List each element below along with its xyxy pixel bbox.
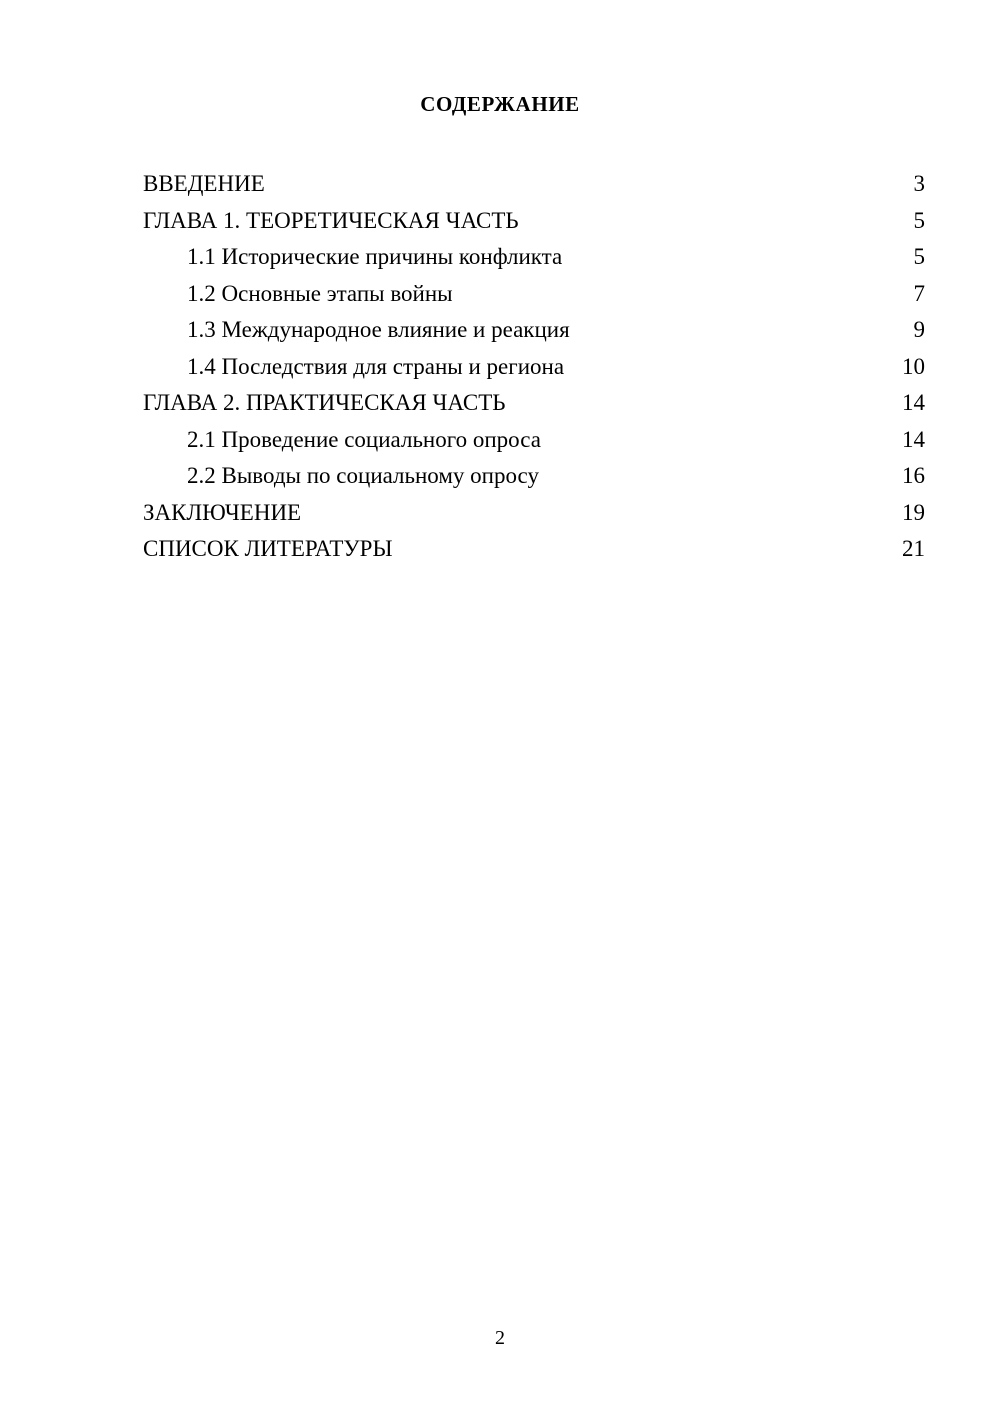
toc-entry[interactable] [143,203,925,240]
toc-entry-label: ГЛАВА 2. ПРАКТИЧЕСКАЯ ЧАСТЬ [143,390,506,415]
toc-entry-page-number: 14 [902,390,925,415]
toc-entry-label: 2.2 Выводы по социальному опросу [187,463,539,488]
toc-entry-page-number: 16 [902,463,925,488]
toc-entry-page-number: 3 [913,171,925,196]
toc-entry-page-number: 9 [913,317,925,342]
toc-entry-label: 1.2 Основные этапы войны [187,280,453,306]
toc-entry[interactable] [143,422,925,459]
toc-entry-page-number: 14 [902,426,925,452]
toc-entry[interactable] [143,239,925,276]
toc-entry-label: ЗАКЛЮЧЕНИЕ [143,499,302,525]
toc-entry[interactable] [143,385,925,422]
toc-entry-page-number: 5 [913,244,925,269]
toc-entry-page-number: 10 [902,353,925,379]
toc-entry-label: ГЛАВА 1. ТЕОРЕТИЧЕСКАЯ ЧАСТЬ [143,207,519,233]
toc-entry-page-number: 5 [913,207,925,233]
toc-entry-page-number: 7 [913,280,925,306]
table-of-contents [143,166,925,568]
toc-entry-page-number: 19 [902,499,925,525]
toc-entry-label: 1.4 Последствия для страны и региона [187,353,565,379]
toc-entry-label: 2.1 Проведение социального опроса [187,426,541,452]
toc-entry-page-number: 21 [902,536,925,561]
footer-page-number: 2 [495,1327,505,1349]
toc-entry[interactable] [143,531,925,568]
toc-entry-label: ВВЕДЕНИЕ [143,171,265,196]
toc-entry[interactable] [143,312,925,349]
toc-entry[interactable] [143,276,925,313]
toc-entry[interactable] [143,166,925,203]
page-title: СОДЕРЖАНИЕ [420,92,580,116]
toc-entry[interactable] [143,349,925,386]
toc-entry-label: 1.1 Исторические причины конфликта [187,244,563,269]
toc-entry[interactable] [143,458,925,495]
toc-entry[interactable] [143,495,925,532]
toc-entry-label: 1.3 Международное влияние и реакция [187,317,570,342]
toc-entry-label: СПИСОК ЛИТЕРАТУРЫ [143,536,393,561]
